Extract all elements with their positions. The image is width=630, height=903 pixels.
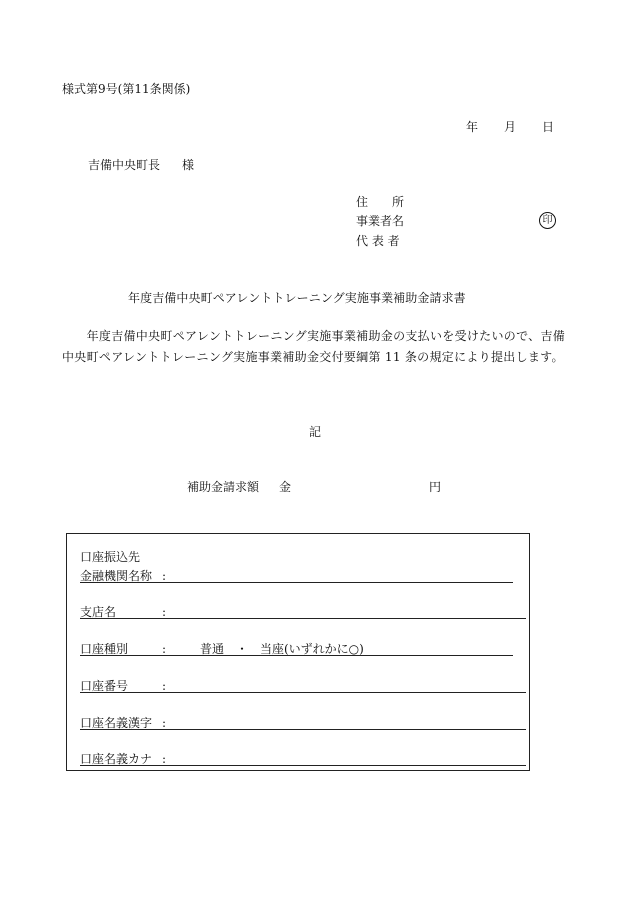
date-day: 日 [542,120,555,134]
field-line-holder-kanji[interactable] [80,729,526,730]
field-label-account-type: 口座種別 [80,642,129,656]
form-number: 様式第9号(第11条関係) [62,82,191,96]
field-label-account-number: 口座番号 [80,679,129,693]
amount-label: 補助金請求額 [187,480,260,494]
field-label-bank-name: 金融機関名称 [80,569,153,583]
ki-heading: 記 [309,425,322,439]
amount-unit: 円 [429,480,442,494]
applicant-representative-label: 代 表 者 [356,234,400,248]
field-colon: : [162,752,167,766]
seal-icon: 印 [539,212,556,229]
date-row [466,120,554,134]
account-type-options[interactable]: 普通 ・ 当座(いずれかに○) [200,642,364,656]
addressee-honorific: 様 [182,158,195,172]
field-colon: : [162,569,167,583]
applicant-business-label: 事業者名 [356,214,405,228]
field-label-holder-kanji: 口座名義漢字 [80,716,153,730]
field-label-holder-kana: 口座名義カナ [80,752,153,766]
body-text: 年度吉備中央町ペアレントトレーニング実施事業補助金の支払いを受けたいので、吉備中央町ペアレントトレーニング実施事業補助金交付要綱第 11 条の規定により提出します。 [62,329,566,364]
field-line-account-type [80,655,513,656]
bank-box-title: 口座振込先 [80,550,141,564]
field-label-branch: 支店名 [80,605,117,619]
field-colon: : [162,642,167,656]
field-colon: : [162,679,167,693]
amount-prefix: 金 [279,480,292,494]
document-title: 年度吉備中央町ペアレントトレーニング実施事業補助金請求書 [128,291,466,305]
date-month: 月 [504,120,517,134]
field-line-branch[interactable] [80,618,526,619]
date-year: 年 [466,120,479,134]
applicant-address-label: 住 所 [356,195,405,209]
addressee-name: 吉備中央町長 [88,158,161,172]
addressee [88,158,194,172]
field-line-bank-name[interactable] [80,582,513,583]
field-colon: : [162,716,167,730]
field-line-account-number[interactable] [80,692,526,693]
field-colon: : [162,605,167,619]
field-line-holder-kana[interactable] [80,765,526,766]
amount-row [187,480,441,494]
